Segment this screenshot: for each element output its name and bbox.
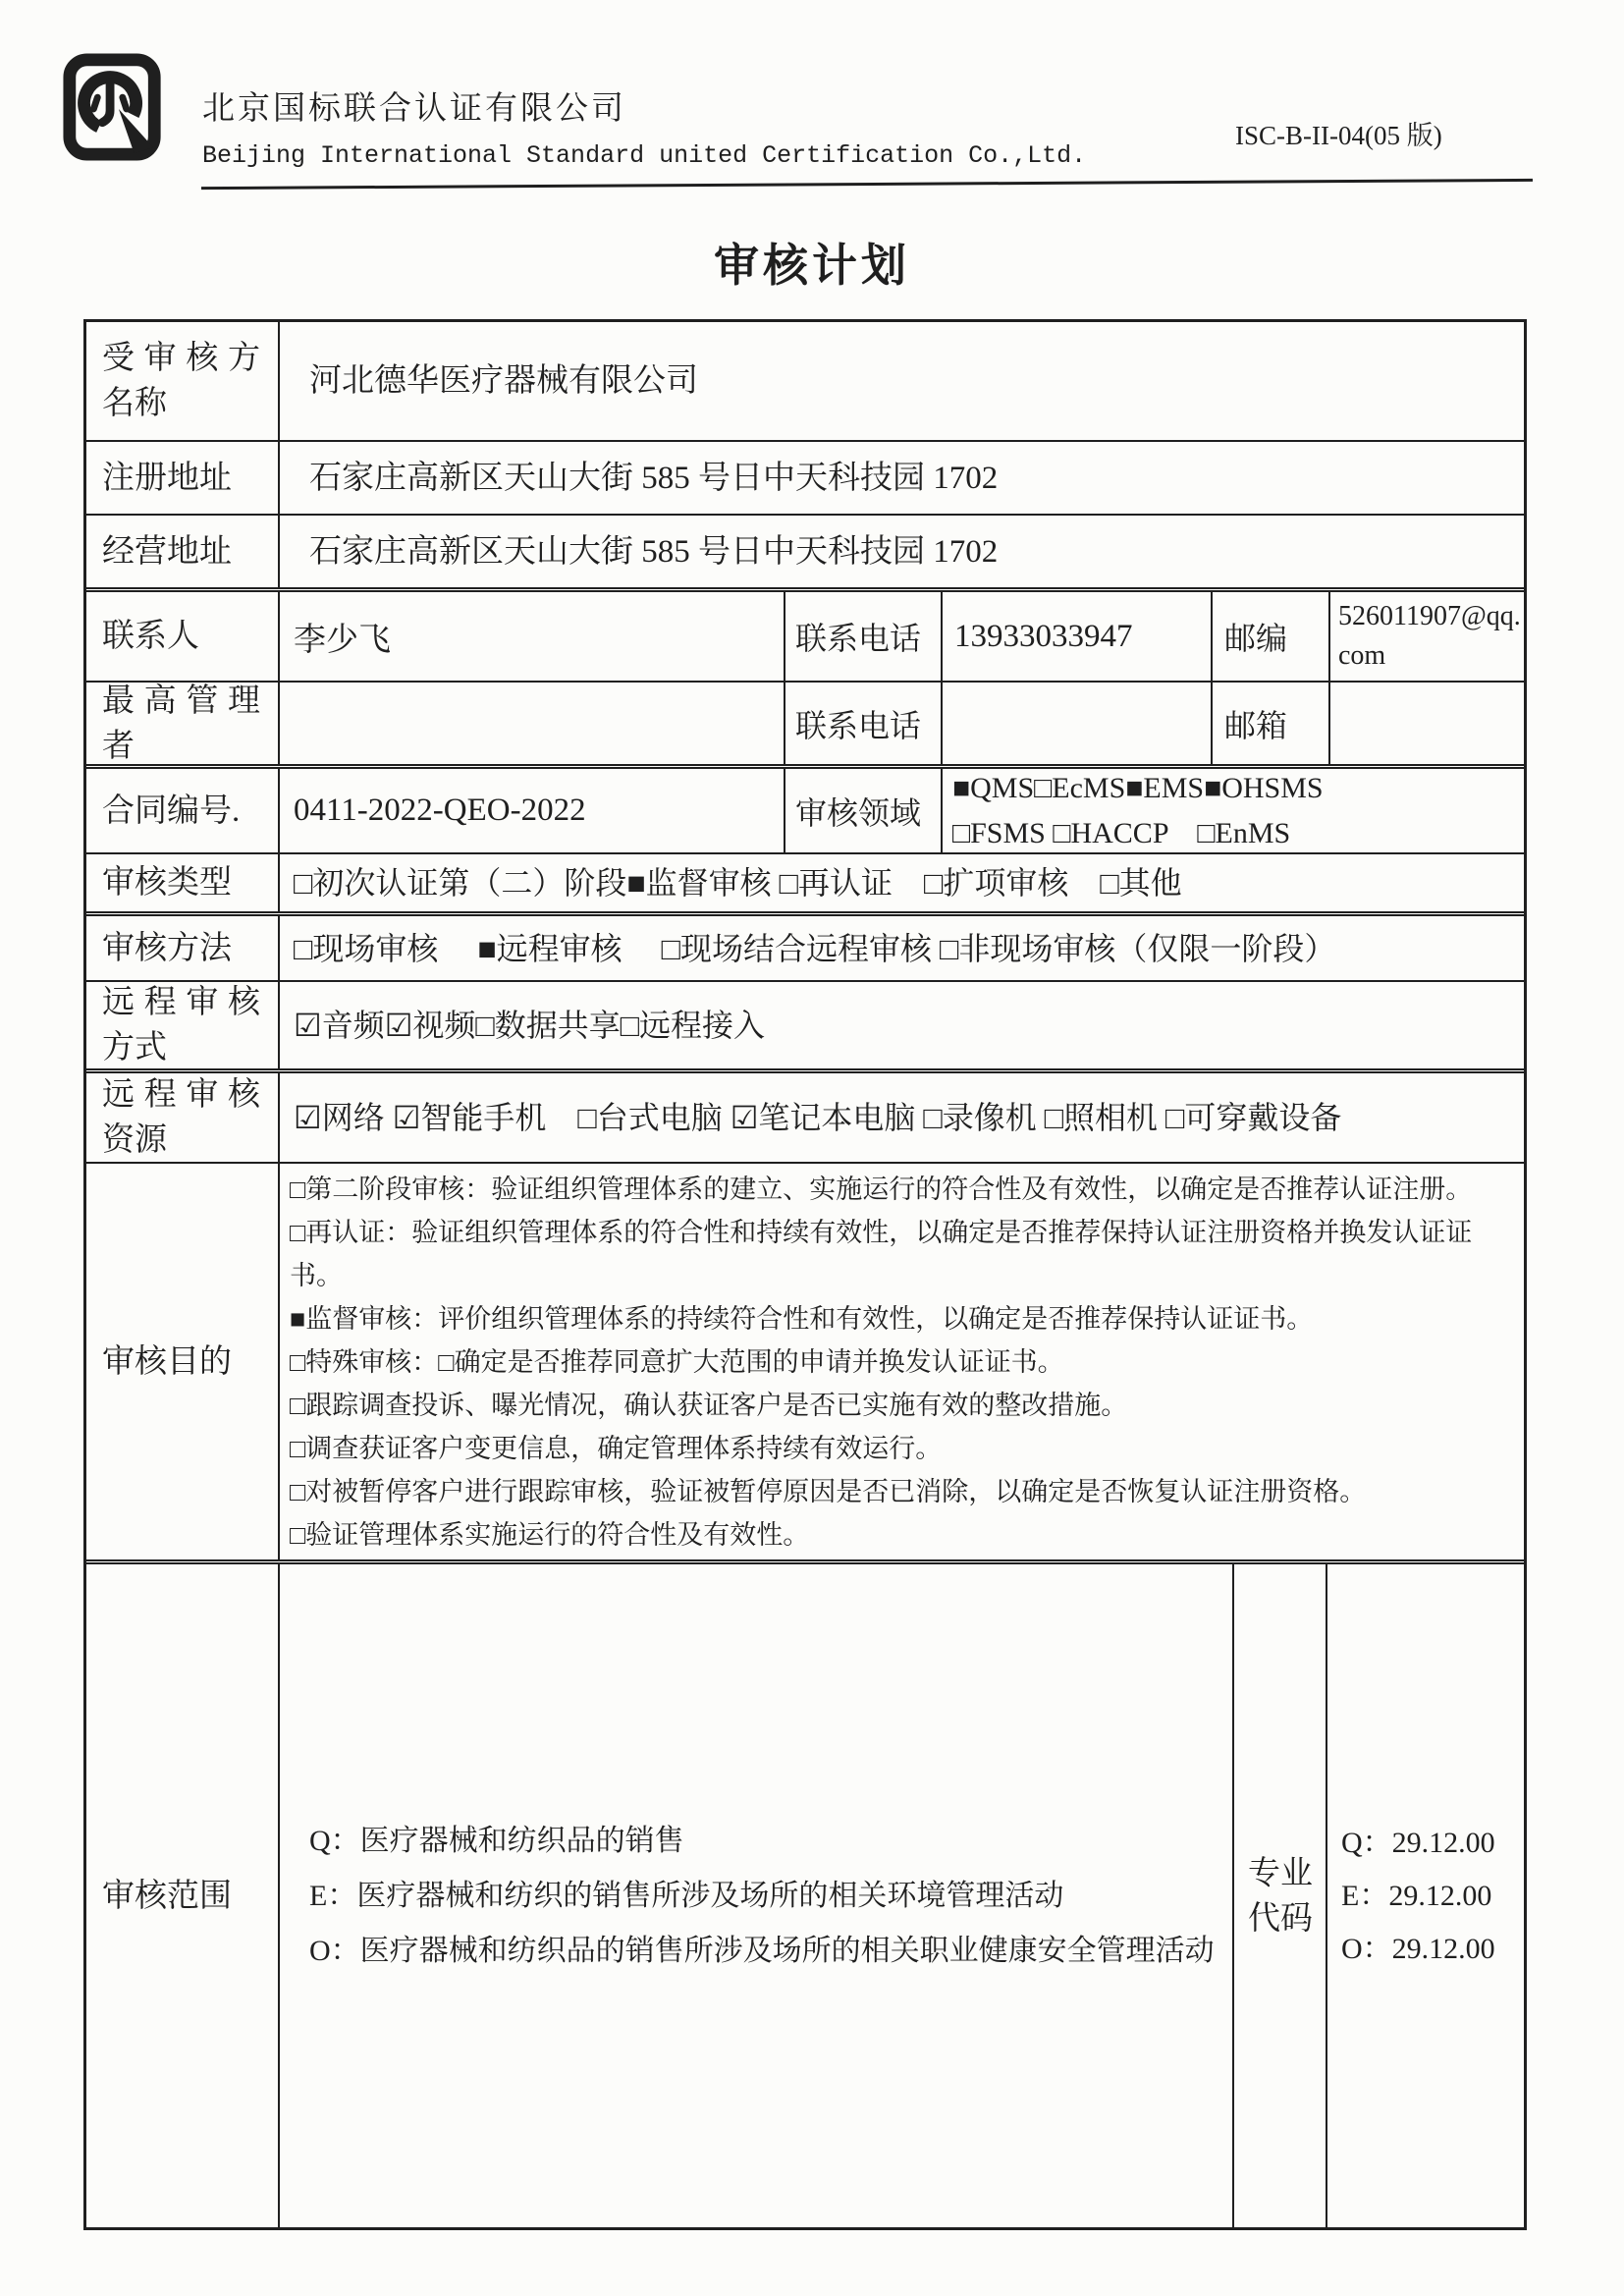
registered-address-label-cell <box>86 442 278 514</box>
audit-purpose-item: □跟踪调查投诉、曝光情况，确认获证客户是否已实施有效的整改措施。 <box>290 1390 1128 1420</box>
company-name-cn: 北京国标联合认证有限公司 <box>202 91 626 127</box>
audit-purpose-items <box>278 1164 1524 1559</box>
remote-mode-options: ☑音频☑视频□数据共享□远程接入 <box>278 982 1524 1068</box>
auditee-label: 受审核方名称 <box>102 341 260 421</box>
registered-address-label: 注册地址 <box>102 460 232 496</box>
audit-purpose-item: □再认证：验证组织管理体系的符合性和持续有效性，以确定是否推荐保持认证注册资格并换发认证证书。 <box>290 1217 1473 1290</box>
specialty-codes <box>1326 1564 1524 2227</box>
audit-purpose-item: □验证管理体系实施运行的符合性及有效性。 <box>290 1519 810 1550</box>
remote-resources-label: 远程审核资源 <box>102 1077 260 1158</box>
specialty-code: E：29.12.00 <box>1341 1879 1492 1912</box>
contact-phone: 13933033947 <box>941 592 1211 681</box>
audit-scope-label: 审核范围 <box>102 1878 232 1914</box>
row-auditee <box>86 322 1524 440</box>
audit-type-options: □初次认证第（二）阶段■监督审核 □再认证 □扩项审核 □其他 <box>278 854 1524 911</box>
audit-purpose-label: 审核目的 <box>102 1343 232 1380</box>
audit-method-label-cell <box>86 916 278 980</box>
top-manager-label-cell <box>86 683 278 764</box>
audit-domain-label: 审核领域 <box>784 769 941 852</box>
audit-scope-item: Q：医疗器械和纺织品的销售 <box>309 1824 684 1857</box>
contact-postcode-label: 邮编 <box>1211 592 1328 681</box>
specialty-code-label-cell <box>1232 1564 1326 2227</box>
top-manager-mailbox-value <box>1328 683 1524 764</box>
company-name-en: Beijing International Standard united Certification Co.,Ltd. <box>202 141 1087 170</box>
audit-purpose-item: □调查获证客户变更信息，确定管理体系持续有效运行。 <box>290 1433 943 1463</box>
audit-scope-label-cell <box>86 1564 278 2227</box>
row-registered-address <box>86 440 1524 514</box>
registered-address-value: 石家庄高新区天山大街 585 号日中天科技园 1702 <box>278 442 1524 514</box>
audit-purpose-item: ■监督审核：评价组织管理体系的持续符合性和有效性，以确定是否推荐保持认证证书。 <box>290 1303 1314 1334</box>
row-remote-resources <box>86 1068 1524 1162</box>
business-address-label: 经营地址 <box>102 533 232 570</box>
specialty-code-label: 专业代码 <box>1248 1855 1313 1937</box>
contract-label-cell <box>86 769 278 852</box>
top-manager-phone-label: 联系电话 <box>784 683 941 764</box>
top-manager-phone <box>941 683 1211 764</box>
contact-label: 联系人 <box>102 619 199 654</box>
contract-number: 0411-2022-QEO-2022 <box>278 769 784 852</box>
contact-label-cell <box>86 592 278 681</box>
audit-domain-line2: □FSMS □HACCP □EnMS <box>952 816 1291 849</box>
top-manager-name <box>278 683 784 764</box>
remote-mode-label-cell <box>86 982 278 1068</box>
audit-domain-options <box>941 769 1524 852</box>
header-divider <box>201 179 1533 190</box>
row-audit-method <box>86 911 1524 980</box>
page-title: 审核计划 <box>714 241 910 291</box>
contact-name: 李少飞 <box>278 592 784 681</box>
row-business-address <box>86 514 1524 587</box>
audit-purpose-label-cell <box>86 1164 278 1559</box>
contact-postcode-value: 526011907@qq.com <box>1328 592 1524 681</box>
specialty-code: O：29.12.00 <box>1341 1932 1495 1965</box>
audit-purpose-item: □特殊审核：□确定是否推荐同意扩大范围的申请并换发认证证书。 <box>290 1346 1064 1377</box>
row-top-manager <box>86 681 1524 764</box>
row-contract <box>86 764 1524 852</box>
specialty-code: Q：29.12.00 <box>1341 1826 1495 1859</box>
audit-domain-line1: ■QMS□EcMS■EMS■OHSMS <box>952 771 1324 804</box>
audit-purpose-item: □第二阶段审核：验证组织管理体系的建立、实施运行的符合性及有效性，以确定是否推荐认证注册。 <box>290 1174 1473 1204</box>
contact-phone-label: 联系电话 <box>784 592 941 681</box>
remote-resources-options: ☑网络 ☑智能手机 □台式电脑 ☑笔记本电脑 □录像机 □照相机 □可穿戴设备 <box>278 1073 1524 1162</box>
row-contact <box>86 587 1524 681</box>
audit-type-label-cell <box>86 854 278 911</box>
business-address-label-cell <box>86 516 278 587</box>
row-audit-purpose <box>86 1162 1524 1559</box>
row-audit-type <box>86 852 1524 911</box>
audit-plan-table <box>83 319 1527 2230</box>
auditee-label-cell <box>86 322 278 440</box>
audit-scope-item: O：医疗器械和纺织品的销售所涉及场所的相关职业健康安全管理活动 <box>309 1934 1215 1967</box>
row-audit-scope <box>86 1559 1524 2227</box>
business-address-value: 石家庄高新区天山大街 585 号日中天科技园 1702 <box>278 516 1524 587</box>
audit-method-options: □现场审核 ■远程审核 □现场结合远程审核 □非现场审核（仅限一阶段） <box>278 916 1524 980</box>
top-manager-mailbox-label: 邮箱 <box>1211 683 1328 764</box>
certification-logo-icon <box>61 53 167 161</box>
audit-method-label: 审核方法 <box>102 930 232 966</box>
remote-mode-label: 远程审核方式 <box>102 985 260 1066</box>
audit-type-label: 审核类型 <box>102 865 232 901</box>
audit-scope-items <box>278 1564 1232 2227</box>
audit-scope-item: E：医疗器械和纺织的销售所涉及场所的相关环境管理活动 <box>309 1879 1064 1912</box>
row-remote-mode <box>86 980 1524 1068</box>
audit-purpose-item: □对被暂停客户进行跟踪审核，验证被暂停原因是否已消除，以确定是否恢复认证注册资格。 <box>290 1476 1367 1506</box>
remote-resources-label-cell <box>86 1073 278 1162</box>
doc-code: ISC-B-II-04(05 版) <box>1235 121 1442 150</box>
contract-label: 合同编号. <box>102 793 241 829</box>
auditee-value: 河北德华医疗器械有限公司 <box>278 322 1524 440</box>
top-manager-label: 最高管理者 <box>102 683 260 764</box>
